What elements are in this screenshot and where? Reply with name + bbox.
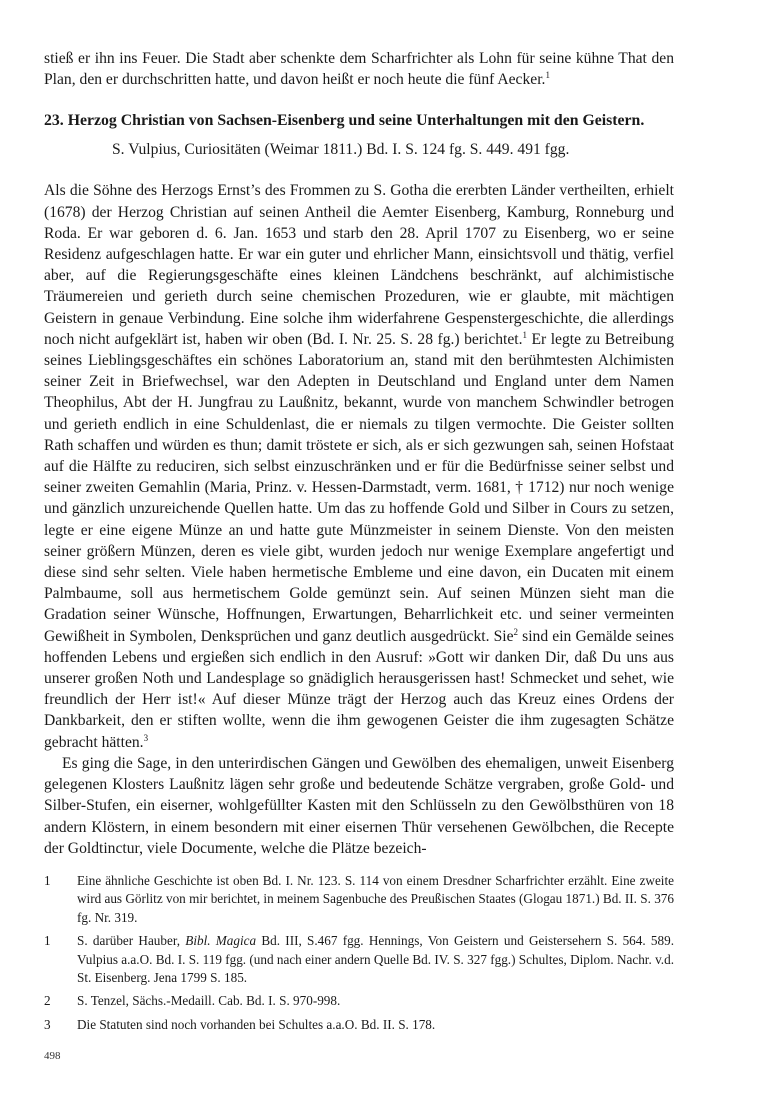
footnote	[44, 992, 674, 1010]
footnote-text: Eine ähnliche Geschichte ist oben Bd. I. Nr. 123. S. 114 von einem Dresdner Scharfrichter erzählt. Eine zweite wird aus Görlitz von mir berichtet, in meinem Sagenbuche des Preußischen Staates (Glogau 1871.) Bd. II. S. 376 fg. Nr. 319.	[77, 873, 674, 925]
footnote-text-pre: S. darüber Hauber,	[77, 933, 186, 949]
page-body	[44, 48, 674, 859]
paragraph-1	[44, 180, 674, 752]
main-text	[44, 48, 674, 859]
opening-text: stieß er ihn ins Feuer. Die Stadt aber schenkte dem Scharfrichter als Lohn für seine kühne That den Plan, den er durchschritten hatte, und davon heißt er noch heute die fünf Aecker.	[44, 50, 674, 89]
footnote-number: 3	[44, 1016, 51, 1032]
footnote	[44, 872, 674, 927]
footnote-number: 2	[44, 993, 51, 1009]
paragraph-1-part-a: Als die Söhne des Herzogs Ernst’s des Frommen zu S. Gotha die ererbten Länder vertheilten, erhielt (1678) der Herzog Christian auf seinen Antheil die Aemter Eisenberg, Kamburg, Ronneburg und Roda. Er war geboren d. 6. Jan. 1653 und starb den 28. April 1707 zu Eisenberg, wo er seine Residenz aufgeschlagen hatte. Er war ein guter und ehrlicher Mann, einsichtsvoll und thätig, verfiel aber, auf die Regierungsgeschäfte eines kleinen Ländchens beschränkt, auf alchimistische Träumereien und gerieth durch seine chemischen Prozeduren, wie er glaubte, mit mächtigen Geistern in genaue Verbindung. Eine solche ihm widerfahrene Gespenstergeschichte, die allerdings noch nicht aufgeklärt ist, haben wir oben (Bd. I. Nr. 25. S. 28 fg.) berichtet.	[44, 182, 674, 348]
paragraph-1-part-c: sind ein Gemälde seines hoffenden Lebens und ergießen sich endlich in den Ausruf: »Gott wir danken Dir, daß Du uns aus unserer großen Noth und Landesplage so gnädiglich herausgerissen hast! Schmecket und sehet, wie freundlich der Herr ist!« Auf dieser Münze trägt der Herzog auch das Kreuz eines Ordens der Dankbarkeit, den er stiften wollte, wenn die ihm gewogenen Geister die ihm zugesagten Schätze gebracht hätten.	[44, 627, 674, 751]
page-number: 498	[44, 1050, 61, 1062]
source-citation: S. Vulpius, Curiositäten (Weimar 1811.) Bd. I. S. 124 fg. S. 449. 491 fgg.	[112, 141, 570, 159]
footnote-text-post: Bd. III, S.467 fgg. Hennings, Von Geistern und Geistersehern S. 564. 589. Vulpius a.a.O. Bd. I. S. 119 fgg. (und nach einer andern Quelle Bd. IV. S. 327 fgg.) Schultes, Diplom. Nachr. v.d. St. Eisenberg. Jena 1799 S. 185.	[77, 933, 675, 986]
footnote-text: S. Tenzel, Sächs.-Medaill. Cab. Bd. I. S. 970-998.	[77, 993, 341, 1009]
opening-paragraph	[44, 48, 674, 90]
footnote-italic-title: Bibl. Magica	[185, 933, 257, 949]
footnote-number: 1	[44, 873, 51, 888]
footnote-text	[77, 932, 674, 987]
footnote-ref[interactable]: 3	[143, 732, 149, 743]
section-heading: 23. Herzog Christian von Sachsen-Eisenberg und seine Unterhaltungen mit den Geistern.	[44, 112, 645, 130]
paragraph-1-part-b: Er legte zu Betreibung seines Lieblingsgeschäftes ein schönes Laboratorium an, stand mit den berühmtesten Alchimisten seiner Zeit in Briefwechsel, war den Adepten in Deutschland und England unter dem Namen Theophilus, Abt der H. Jungfrau zu Laußnitz, bekannt, wurde von manchem Schwindler betrogen und gerieth endlich in eine Schuldenlast, die er niemals zu tilgen vermochte. Die Geister sollten Rath schaffen und würden es thun; damit tröstete er sich, als er sich gezwungen sah, seinen Hofstaat auf die Hälfte zu reduciren, sich selbst einzuschränken und er für die Bedürfnisse seiner selbst und seiner zweiten Gemahlin (Maria, Prinz. v. Hessen-Darmstadt, verm. 1681, † 1712) nur noch wenige und gänzlich unzureichende Quellen hatte. Um das zu hoffende Gold und Silber in Cours zu setzen, legte er eine eigene Münze an und hatte gute Münzmeister in seinem Dienste. Von den meisten seiner größern Münzen, deren es viele gibt, wurden jedoch nur wenige Exemplare angefertigt und diese sind sehr selten. Viele haben hermetische Embleme und eine davon, ein Ducaten mit einem Palmbaume, soll aus hermetischem Golde gemünzt sein. Auf seinen Münzen sieht man die Gradation seiner Wünsche, Hoffnungen, Erwartungen, Beharrlichkeit etc. und seiner vermeinten Gewißheit in Symbolen, Denksprüchen und ganz deutlich ausgedrückt. Sie	[44, 330, 675, 645]
footnote-number: 1	[44, 933, 51, 949]
footnote-ref[interactable]: 1	[522, 329, 528, 340]
footnote	[44, 1016, 674, 1034]
footnote	[44, 932, 674, 987]
footnote-ref[interactable]: 1	[545, 70, 550, 81]
footnote-text: Die Statuten sind noch vorhanden bei Schultes a.a.O. Bd. II. S. 178.	[77, 1016, 436, 1032]
footnote-ref[interactable]: 2	[513, 626, 519, 637]
footnotes	[44, 872, 674, 1039]
paragraph-2: Es ging die Sage, in den unterirdischen Gängen und Gewölben des ehemaligen, unweit Eisenberg gelegenen Klosters Laußnitz lägen sehr große und bedeutende Schätze vergraben, große Gold- und Silber-Stufen, ein eiserner, wohlgefüllter Kasten mit den Schlüsseln zu den Gewölbsthüren von 18 andern Klöstern, in einem besondern mit einer eisernen Thür versehenen Gewölbchen, die Recepte der Goldtinctur, viele Documente, welche die Plätze bezeich-	[44, 754, 674, 857]
